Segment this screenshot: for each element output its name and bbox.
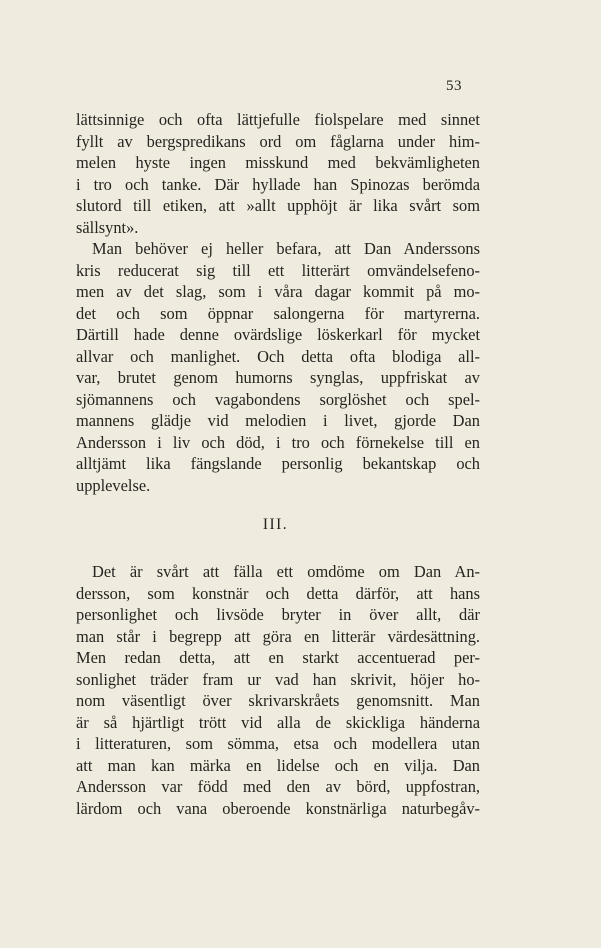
text-line: Det är svårt att fälla ett omdöme om Dan An- [92,562,480,581]
text-line: mannens glädje vid melodien i livet, gjorde Dan [76,411,480,430]
text-line: lärdom och vana oberoende konstnärliga naturbegåv- [76,798,480,818]
text-line: nom väsentligt över skrivarskråets genomsnitt. Man [76,691,480,710]
paragraph-2 [76,238,480,496]
page-number: 53 [446,78,462,94]
text-line: alltjämt lika fängslande personlig bekantskap och [76,454,480,473]
text-line: men av det slag, som i våra dagar kommit på mo- [76,282,480,301]
text-line: Man behöver ej heller befara, att Dan Anderssons [92,239,480,258]
text-line: fyllt av bergspredikans ord om fåglarna under him- [76,131,480,151]
text-line: Andersson i liv och död, i tro och förnekelse till en [76,432,480,452]
text-line: melen hyste ingen misskund med bekvämligheten [76,153,480,172]
text-line: att man kan märka en lidelse och en vilja. Dan [76,755,480,775]
text-line: Därtill hade denne ovärdslige löskerkarl för mycket [76,325,480,344]
text-line: kris reducerat sig till ett litterärt omvändelsefeno- [76,260,480,280]
text-line: Men redan detta, att en starkt accentuerad per- [76,648,480,667]
text-line: är så hjärtligt trött vid alla de skickliga händerna [76,712,480,732]
paragraph-1 [76,109,480,238]
text-line: sällsynt». [76,217,139,237]
text-line: personlighet och livsöde bryter in över allt, där [76,605,480,624]
text-line: det och som öppnar salongerna för martyrerna. [76,303,480,323]
text-line: sjömannens och vagabondens sorglöshet och spel- [76,389,480,409]
text-line: slutord till etiken, att »allt upphöjt är lika svårt som [76,196,480,215]
text-line: man står i begrepp att göra en litterär värdesättning. [76,626,480,646]
text-line: Andersson var född med den av börd, uppfostran, [76,777,480,796]
section-heading: III. [262,516,289,533]
text-line: dersson, som konstnär och detta därför, att hans [76,583,480,603]
text-line: sonlighet träder fram ur vad han skrivit, höjer ho- [76,669,480,689]
text-line: lättsinnige och ofta lättjefulle fiolspelare med sinnet [76,110,480,129]
text-line: i tro och tanke. Där hyllade han Spinozas berömda [76,174,480,194]
paragraph-3 [76,561,480,819]
text-line: i litteraturen, som sömma, etsa och modellera utan [76,734,480,753]
text-line: upplevelse. [76,475,151,495]
text-line: var, brutet genom humorns synglas, uppfriskat av [76,368,480,387]
text-line: allvar och manlighet. Och detta ofta blodiga all- [76,346,480,366]
